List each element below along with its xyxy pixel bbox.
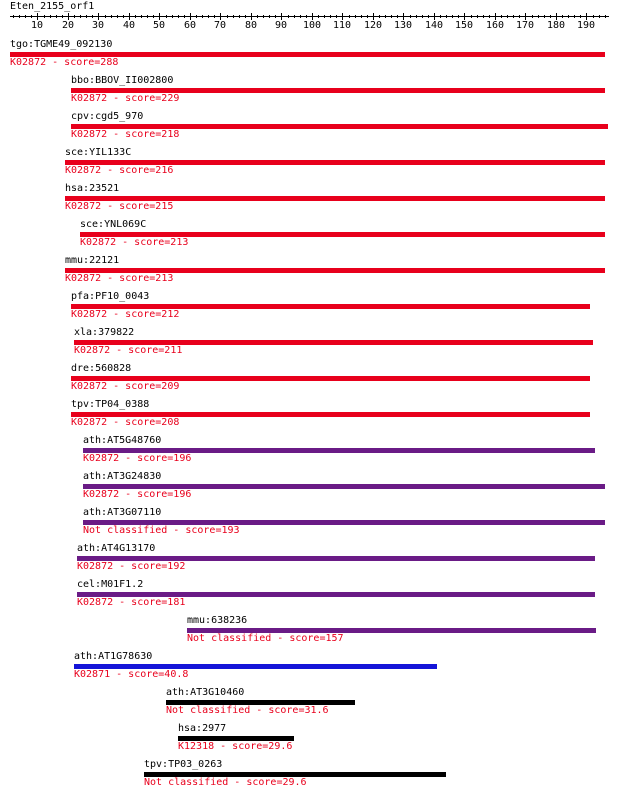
hit-ko-score-label: K02872 - score=196: [83, 453, 192, 464]
hit-ko-score-label: K02872 - score=196: [83, 489, 192, 500]
ruler-minor-tick: [489, 15, 490, 18]
hit-ko-score-label: K02872 - score=229: [71, 93, 180, 104]
ruler-minor-tick: [105, 15, 106, 18]
ruler-minor-tick: [166, 15, 167, 18]
ruler-minor-tick: [227, 15, 228, 18]
hit-name-link[interactable]: hsa:23521: [65, 183, 120, 194]
ruler-minor-tick: [330, 15, 331, 18]
ruler-minor-tick: [306, 15, 307, 18]
ruler-minor-tick: [239, 15, 240, 18]
ruler-minor-tick: [580, 15, 581, 18]
ruler-major-tick: [312, 13, 313, 20]
ruler-tick-label: 90: [275, 20, 288, 31]
ruler-tick-label: 170: [516, 20, 535, 31]
ruler-tick-label: 140: [425, 20, 444, 31]
ruler-minor-tick: [233, 15, 234, 18]
ruler-minor-tick: [172, 15, 173, 18]
ruler-major-tick: [495, 13, 496, 20]
ruler-tick-label: 150: [455, 20, 474, 31]
hit-ko-score-label: K02872 - score=216: [65, 165, 174, 176]
ruler-minor-tick: [544, 15, 545, 18]
hit-ko-score-label: K12318 - score=29.6: [178, 741, 293, 752]
hit-name-link[interactable]: tpv:TP03_0263: [144, 759, 223, 770]
ruler-minor-tick: [562, 15, 563, 18]
hit-ko-score-label: K02872 - score=212: [71, 309, 180, 320]
ruler-tick-label: 130: [394, 20, 413, 31]
ruler-minor-tick: [269, 15, 270, 18]
hit-ko-score-label: Not classified - score=157: [187, 633, 344, 644]
hit-ko-score-label: Not classified - score=31.6: [166, 705, 329, 716]
hit-ko-score-label: K02872 - score=208: [71, 417, 180, 428]
ruler-minor-tick: [288, 15, 289, 18]
ruler-minor-tick: [513, 15, 514, 18]
ruler-major-tick: [525, 13, 526, 20]
ruler-minor-tick: [294, 15, 295, 18]
ruler-minor-tick: [550, 15, 551, 18]
ruler-minor-tick: [19, 15, 20, 18]
ruler-minor-tick: [74, 15, 75, 18]
hit-ko-score-label: Not classified - score=29.6: [144, 777, 307, 788]
ruler-minor-tick: [153, 15, 154, 18]
ruler-minor-tick: [471, 15, 472, 18]
ruler-minor-tick: [477, 15, 478, 18]
ruler-major-tick: [220, 13, 221, 20]
hit-name-link[interactable]: mmu:22121: [65, 255, 120, 266]
ruler-minor-tick: [452, 15, 453, 18]
ruler-minor-tick: [318, 15, 319, 18]
ruler-tick-label: 120: [364, 20, 383, 31]
ruler-tick-label: 20: [62, 20, 75, 31]
hit-name-link[interactable]: xla:379822: [74, 327, 135, 338]
hit-ko-score-label: Not classified - score=193: [83, 525, 240, 536]
hit-name-link[interactable]: mmu:638236: [187, 615, 248, 626]
ruler-minor-tick: [379, 15, 380, 18]
ruler-minor-tick: [501, 15, 502, 18]
ruler-minor-tick: [117, 15, 118, 18]
ruler-minor-tick: [385, 15, 386, 18]
hit-name-link[interactable]: pfa:PF10_0043: [71, 291, 150, 302]
ruler-minor-tick: [568, 15, 569, 18]
hit-name-link[interactable]: sce:YNL069C: [80, 219, 147, 230]
ruler-tick-label: 180: [547, 20, 566, 31]
hit-name-link[interactable]: ath:AT3G10460: [166, 687, 245, 698]
ruler-minor-tick: [147, 15, 148, 18]
ruler-minor-tick: [62, 15, 63, 18]
ruler-major-tick: [373, 13, 374, 20]
ruler-minor-tick: [208, 15, 209, 18]
ruler-major-tick: [37, 13, 38, 20]
ruler-minor-tick: [135, 15, 136, 18]
ruler-minor-tick: [336, 15, 337, 18]
ruler-minor-tick: [50, 15, 51, 18]
ruler-minor-tick: [397, 15, 398, 18]
ruler-minor-tick: [428, 15, 429, 18]
hit-ko-score-label: K02872 - score=192: [77, 561, 186, 572]
ruler-tick-label: 80: [245, 20, 258, 31]
ruler-minor-tick: [605, 15, 606, 18]
ruler-minor-tick: [44, 15, 45, 18]
ruler-major-tick: [556, 13, 557, 20]
ruler-minor-tick: [349, 15, 350, 18]
hit-name-link[interactable]: hsa:2977: [178, 723, 227, 734]
ruler-major-tick: [434, 13, 435, 20]
ruler-tick-label: 70: [214, 20, 227, 31]
ruler-major-tick: [586, 13, 587, 20]
ruler-minor-tick: [422, 15, 423, 18]
ruler-tick-label: 40: [123, 20, 136, 31]
ruler-minor-tick: [538, 15, 539, 18]
ruler-tick-label: 100: [303, 20, 322, 31]
ruler-minor-tick: [111, 15, 112, 18]
hit-name-link[interactable]: cpv:cgd5_970: [71, 111, 144, 122]
ruler-minor-tick: [300, 15, 301, 18]
ruler-minor-tick: [245, 15, 246, 18]
hit-ko-score-label: K02872 - score=209: [71, 381, 180, 392]
ruler-minor-tick: [599, 15, 600, 18]
ruler-minor-tick: [263, 15, 264, 18]
ruler-major-tick: [281, 13, 282, 20]
ruler-major-tick: [129, 13, 130, 20]
ruler-tick-label: 60: [184, 20, 197, 31]
hit-name-link[interactable]: ath:AT1G78630: [74, 651, 153, 662]
ruler-minor-tick: [361, 15, 362, 18]
ruler-major-tick: [98, 13, 99, 20]
hit-name-link[interactable]: sce:YIL133C: [65, 147, 132, 158]
hit-ko-score-label: K02872 - score=218: [71, 129, 180, 140]
hit-name-link[interactable]: cel:M01F1.2: [77, 579, 144, 590]
ruler-minor-tick: [275, 15, 276, 18]
hit-name-link[interactable]: ath:AT4G13170: [77, 543, 156, 554]
ruler-minor-tick: [458, 15, 459, 18]
ruler-major-tick: [68, 13, 69, 20]
hit-name-link[interactable]: tpv:TP04_0388: [71, 399, 150, 410]
hit-name-link[interactable]: dre:560828: [71, 363, 132, 374]
ruler-minor-tick: [123, 15, 124, 18]
hit-ko-score-label: K02871 - score=40.8: [74, 669, 189, 680]
ruler-major-tick: [251, 13, 252, 20]
ruler-minor-tick: [257, 15, 258, 18]
hit-ko-score-label: K02872 - score=211: [74, 345, 183, 356]
hit-name-link[interactable]: tgo:TGME49_092130: [10, 39, 113, 50]
ruler-tick-label: 10: [31, 20, 44, 31]
ruler-tick-label: 110: [333, 20, 352, 31]
ruler-minor-tick: [86, 15, 87, 18]
ruler-major-tick: [190, 13, 191, 20]
ruler-minor-tick: [593, 15, 594, 18]
ruler-minor-tick: [92, 15, 93, 18]
hit-name-link[interactable]: ath:AT3G07110: [83, 507, 162, 518]
ruler-major-tick: [403, 13, 404, 20]
ruler-minor-tick: [178, 15, 179, 18]
ruler-tick-label: 30: [92, 20, 105, 31]
query-name: Eten_2155_orf1: [10, 1, 95, 12]
ruler-minor-tick: [440, 15, 441, 18]
ruler-minor-tick: [202, 15, 203, 18]
ruler-major-tick: [342, 13, 343, 20]
hit-name-link[interactable]: ath:AT3G24830: [83, 471, 162, 482]
ruler-minor-tick: [214, 15, 215, 18]
ruler-minor-tick: [355, 15, 356, 18]
ruler-minor-tick: [532, 15, 533, 18]
ruler-minor-tick: [13, 15, 14, 18]
hit-ko-score-label: K02872 - score=215: [65, 201, 174, 212]
hit-name-link[interactable]: bbo:BBOV_II002800: [71, 75, 174, 86]
ruler-minor-tick: [391, 15, 392, 18]
ruler-minor-tick: [25, 15, 26, 18]
ruler-tick-label: 190: [577, 20, 596, 31]
ruler-minor-tick: [446, 15, 447, 18]
ruler-minor-tick: [519, 15, 520, 18]
hit-ko-score-label: K02872 - score=288: [10, 57, 119, 68]
ruler-minor-tick: [196, 15, 197, 18]
ruler-minor-tick: [416, 15, 417, 18]
ruler-minor-tick: [56, 15, 57, 18]
hit-ko-score-label: K02872 - score=181: [77, 597, 186, 608]
ruler-minor-tick: [367, 15, 368, 18]
ruler-minor-tick: [141, 15, 142, 18]
ruler-minor-tick: [184, 15, 185, 18]
hit-ko-score-label: K02872 - score=213: [80, 237, 189, 248]
ruler-major-tick: [159, 13, 160, 20]
ruler-tick-label: 160: [486, 20, 505, 31]
ruler-tick-label: 50: [153, 20, 166, 31]
hit-ko-score-label: K02872 - score=213: [65, 273, 174, 284]
ruler-minor-tick: [31, 15, 32, 18]
ruler-minor-tick: [507, 15, 508, 18]
ruler-minor-tick: [410, 15, 411, 18]
hit-name-link[interactable]: ath:AT5G48760: [83, 435, 162, 446]
ruler-minor-tick: [574, 15, 575, 18]
ruler-minor-tick: [80, 15, 81, 18]
ruler-major-tick: [464, 13, 465, 20]
ruler-minor-tick: [324, 15, 325, 18]
ruler-minor-tick: [483, 15, 484, 18]
